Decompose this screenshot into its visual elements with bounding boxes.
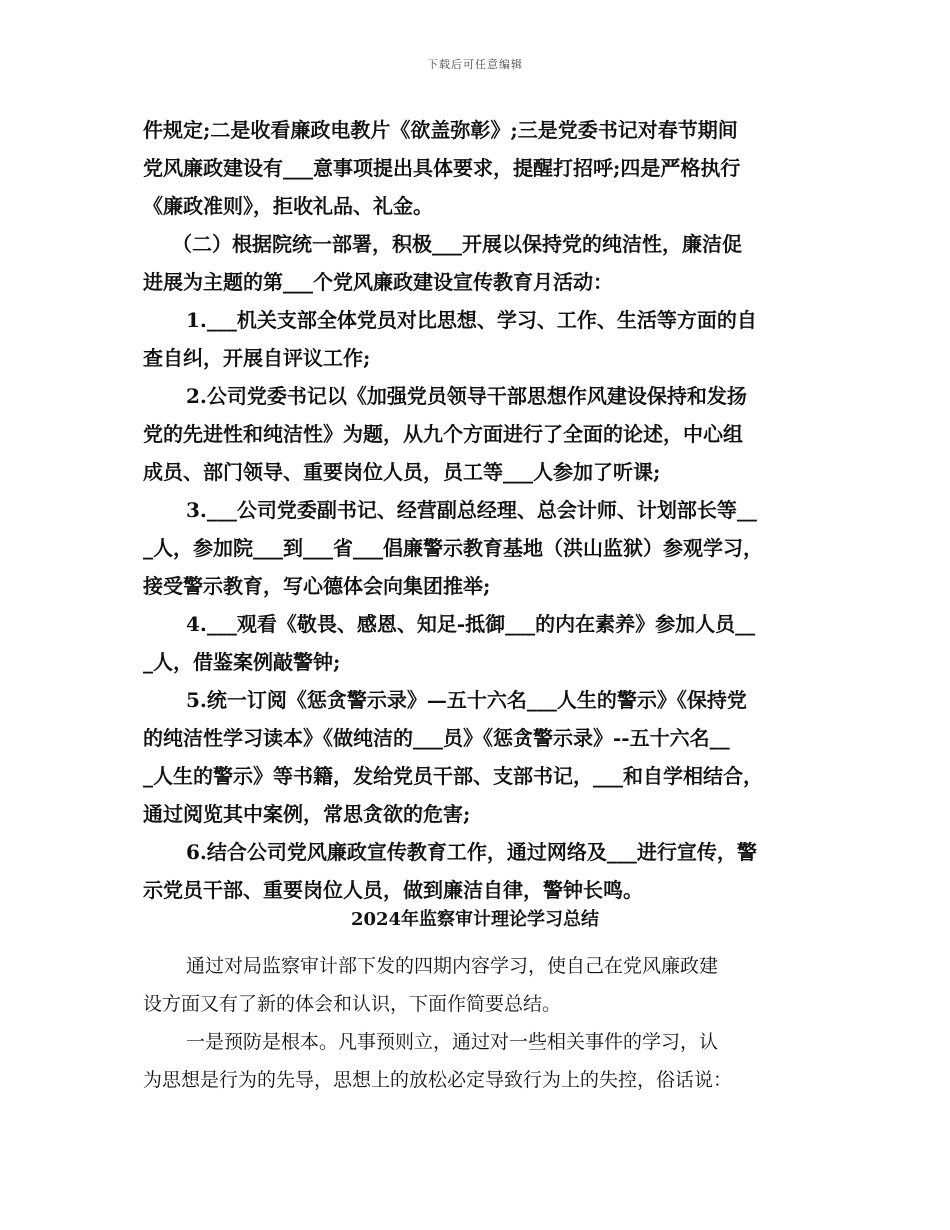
text-line: _人，借鉴案例敲警钟; — [143, 650, 341, 674]
text-line: 《廉政准则》，拒收礼品、礼金。 — [143, 194, 433, 218]
text-line: 的纯洁性学习读本》《做纯洁的___员》《惩贪警示录》--五十六名__ — [143, 726, 730, 750]
text-line: 党风廉政建设有___意事项提出具体要求，提醒打招呼;四是严格执行 — [143, 156, 741, 180]
text-line: 通过阅览其中案例，常思贪欲的危害; — [143, 802, 471, 826]
text-line: 示党员干部、重要岗位人员，做到廉洁自律，警钟长鸣。 — [143, 878, 643, 902]
text-line: 进展为主题的第___个党风廉政建设宣传教育月活动： — [143, 270, 613, 294]
text-line: _人，参加院___到___省___倡廉警示教育基地（洪山监狱）参观学习， — [143, 536, 763, 560]
text-line: 1.___机关支部全体党员对比思想、学习、工作、生活等方面的自 — [186, 308, 757, 332]
text-line: 5.统一订阅《惩贪警示录》—五十六名___人生的警示》《保持党 — [186, 688, 747, 712]
text-line: 件规定;二是收看廉政电教片《欲盖弥彰》;三是党委书记对春节期间 — [143, 118, 738, 142]
page-header: 下载后可任意编辑 — [427, 58, 523, 71]
text-line: 接受警示教育，写心德体会向集团推举; — [143, 574, 491, 598]
text-line: （二）根据院统一部署，积极___开展以保持党的纯洁性，廉洁促 — [172, 232, 742, 256]
text-line: 2.公司党委书记以《加强党员领导干部思想作风建设保持和发扬 — [186, 384, 747, 408]
text-line: 党的先进性和纯洁性》为题，从九个方面进行了全面的论述，中心组 — [143, 422, 743, 446]
text-line: 3.___公司党委副书记、经营副总经理、总会计师、计划部长等__ — [186, 498, 757, 522]
text-line: 为思想是行为的先导，思想上的放松必定导致行为上的失控，俗话说： — [143, 1069, 733, 1091]
text-line: 6.结合公司党风廉政宣传教育工作，通过网络及___进行宣传，警 — [186, 840, 757, 864]
text-line: 一是预防是根本。凡事预则立，通过对一些相关事件的学习，认 — [186, 1031, 719, 1053]
text-line: 查自纠，开展自评议工作; — [143, 346, 371, 370]
text-line: 通过对局监察审计部下发的四期内容学习，使自己在党风廉政建 — [186, 955, 719, 977]
text-line: 设方面又有了新的体会和认识，下面作简要总结。 — [143, 993, 562, 1015]
text-line: _人生的警示》等书籍，发给党员干部、支部书记，___和自学相结合， — [143, 764, 763, 788]
text-line: 成员、部门领导、重要岗位人员，员工等___人参加了听课; — [143, 460, 661, 484]
text-line: 4.___观看《敬畏、感恩、知足-抵御___的内在素养》参加人员__ — [186, 612, 756, 636]
section-title: 2024年监察审计理论学习总结 — [350, 909, 600, 930]
